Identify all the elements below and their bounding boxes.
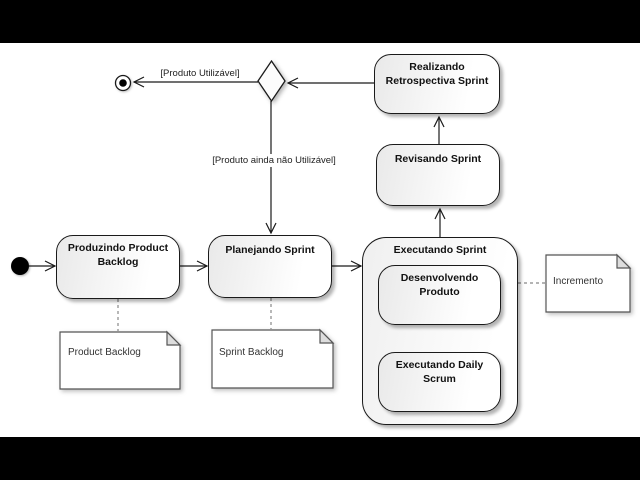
state-title-line2: Produto [419,285,460,298]
state-title-line1: Executando Daily [395,359,484,371]
state-revisando-sprint [376,144,500,206]
state-realizando-retrospectiva-sprint [374,54,500,114]
state-title-line1: Produzindo Product [67,242,169,254]
guard-produto-utilizavel: [Produto Utilizável] [160,68,240,79]
state-title-line1: Desenvolvendo [400,272,479,284]
state-title: Planejando Sprint [225,244,315,256]
note-product-backlog-shape [60,332,180,389]
state-title-line2: Retrospectiva Sprint [385,74,489,87]
decision-diamond-icon [258,61,285,101]
note-sprint-backlog-shape [212,330,333,388]
state-title: Executando Sprint [393,244,487,256]
guard-produto-nao-utilizavel: [Produto ainda não Utilizável] [204,154,344,167]
final-state-icon [116,76,131,91]
note-incremento-label: Incremento [553,276,604,287]
state-executando-daily-scrum [378,352,501,412]
state-title: Revisando Sprint [394,153,482,165]
note-sprint-backlog-label: Sprint Backlog [219,347,284,358]
note-product-backlog-label: Product Backlog [68,347,141,358]
initial-state-icon [11,257,29,275]
state-title-line1: Realizando [409,61,465,73]
state-title-line2: Backlog [97,255,139,268]
state-title-line2: Scrum [423,372,456,385]
state-produzindo-product-backlog [56,235,180,299]
state-planejando-sprint [208,235,332,298]
state-desenvolvendo-produto [378,265,501,325]
